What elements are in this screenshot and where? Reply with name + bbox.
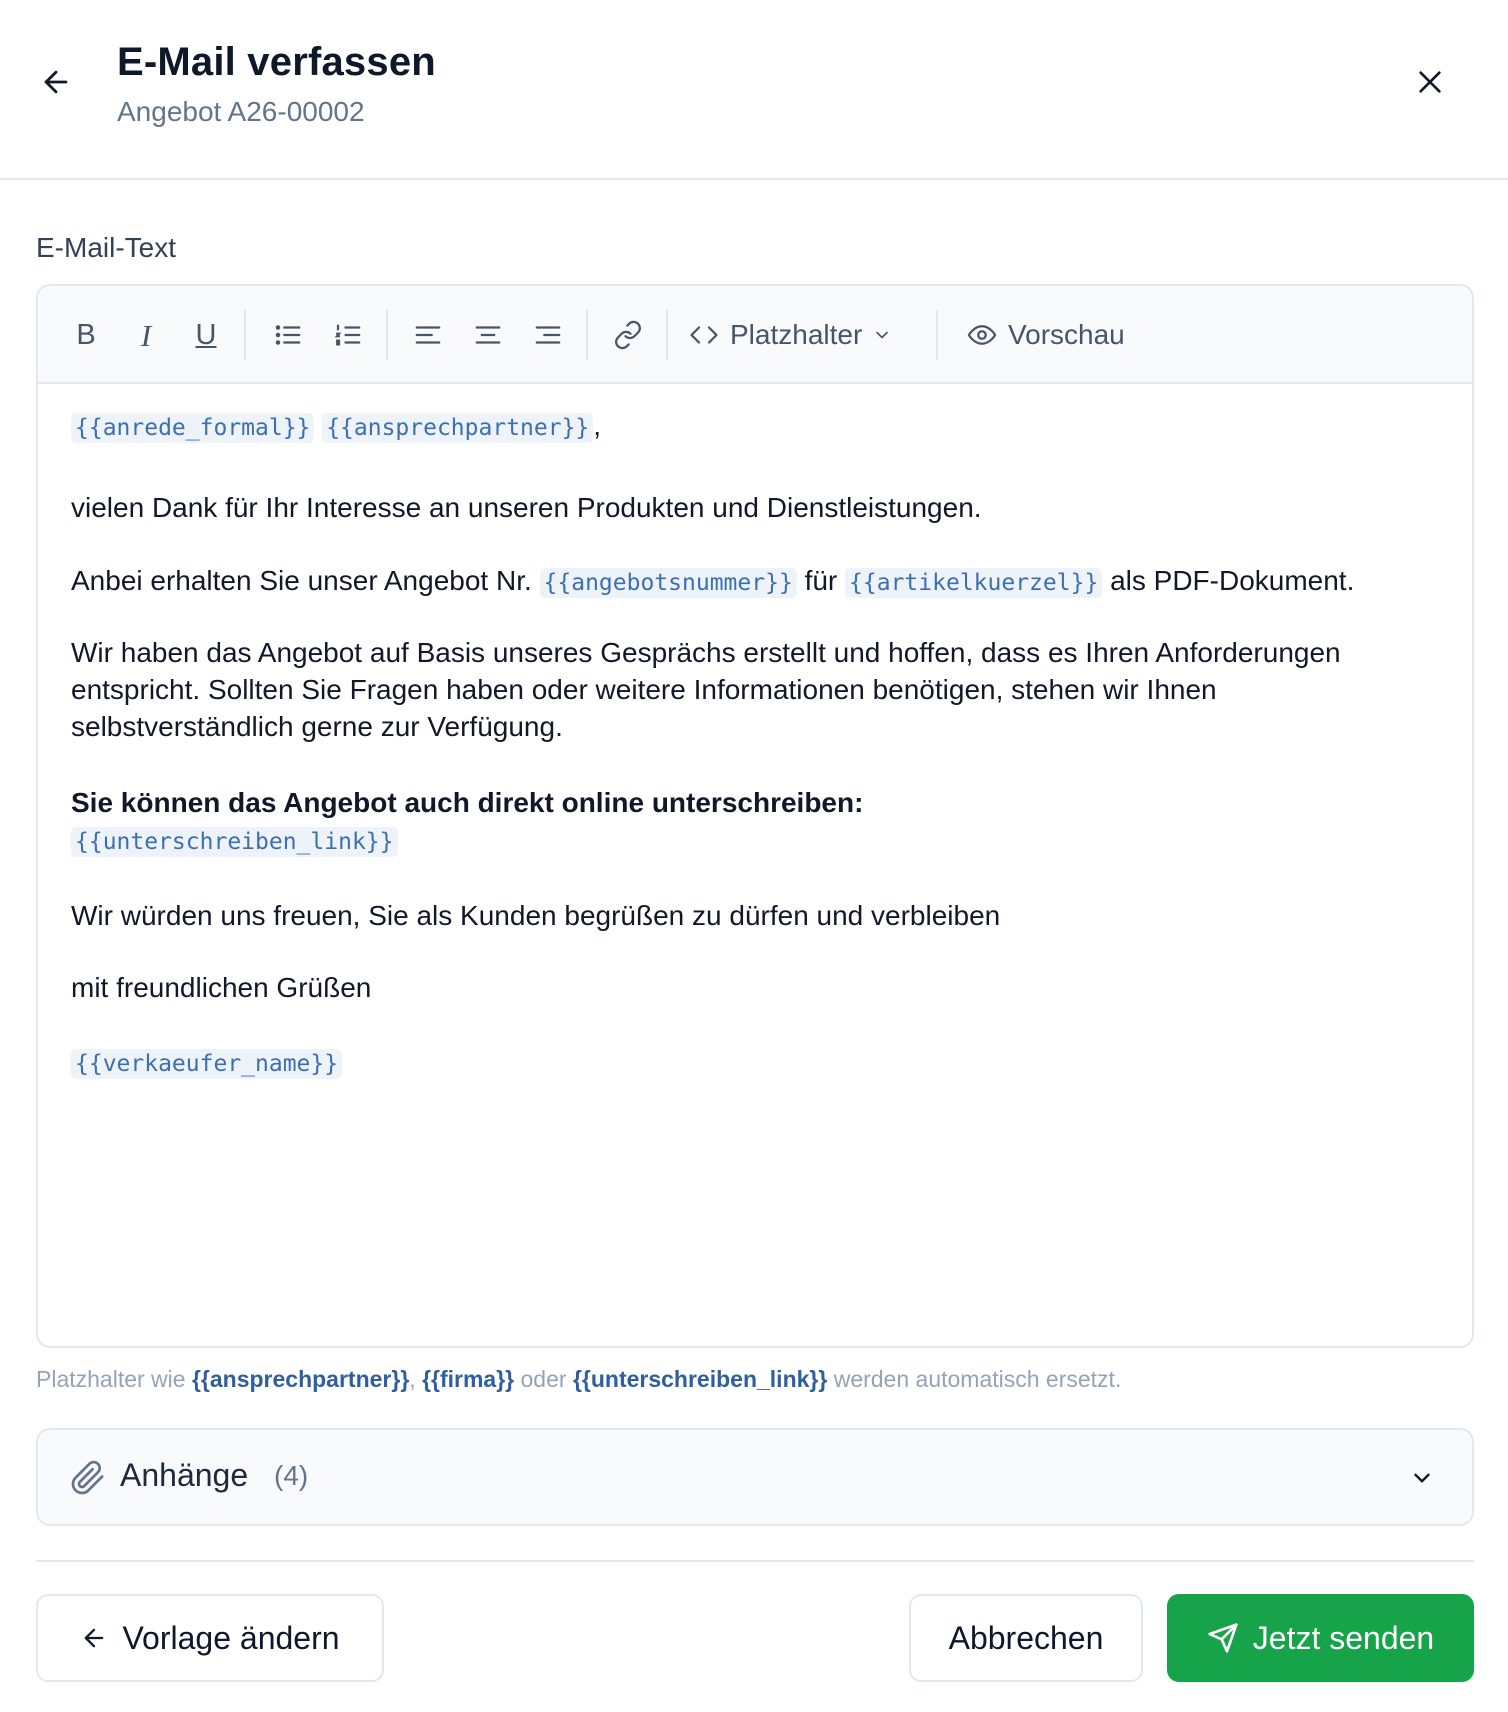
change-template-button[interactable] xyxy=(36,1594,384,1682)
placeholder-token: {{angebotsnummer}} xyxy=(540,568,797,598)
align-left-icon xyxy=(413,320,443,350)
insert-link-button[interactable] xyxy=(604,311,652,359)
placeholder-hint xyxy=(36,1366,1121,1393)
chevron-down-icon xyxy=(872,325,892,345)
bullet-list-button[interactable] xyxy=(264,311,312,359)
paragraph-text: Anbei erhalten Sie unser Angebot Nr. xyxy=(71,565,532,596)
code-icon xyxy=(688,320,720,350)
link-icon xyxy=(613,320,643,350)
paragraph: vielen Dank für Ihr Interesse an unseren Produkten und Dienstleistungen. xyxy=(71,492,982,523)
align-center-icon xyxy=(473,320,503,350)
attachments-accordion[interactable] xyxy=(36,1428,1474,1526)
close-icon xyxy=(1414,66,1446,98)
email-text-label: E-Mail-Text xyxy=(36,232,177,263)
italic-icon: I xyxy=(140,317,152,353)
preview-button[interactable] xyxy=(962,311,1129,359)
align-left-button[interactable] xyxy=(404,311,452,359)
paragraph-bold: Sie können das Angebot auch direkt online unterschreiben: xyxy=(71,787,864,818)
footer-divider xyxy=(36,1560,1474,1562)
paperclip-icon xyxy=(70,1460,106,1496)
preview-label: Vorschau xyxy=(1008,319,1125,350)
dialog-header xyxy=(0,0,1508,180)
signature-link-line xyxy=(71,820,398,862)
placeholder-token: {{verkaeufer_name}} xyxy=(71,1049,342,1079)
back-button[interactable] xyxy=(32,58,80,106)
hint-text: Platzhalter wie xyxy=(36,1366,192,1392)
eye-icon xyxy=(966,320,998,350)
paragraph-text: als PDF-Dokument. xyxy=(1110,565,1355,596)
placeholder-dropdown[interactable] xyxy=(684,311,896,359)
bold-icon: B xyxy=(76,318,96,351)
hint-text: werden automatisch ersetzt. xyxy=(827,1366,1122,1392)
hint-text: , xyxy=(409,1366,423,1392)
paragraph: Wir haben das Angebot auf Basis unseres Gesprächs erstellt und hoffen, dass es Ihren Anforderungen entspricht. Sollten Sie Fragen haben oder weitere Informationen benötigen, stehen wir Ihnen selbstverständlich gerne zur Verfügung. xyxy=(71,637,1341,742)
arrow-left-icon xyxy=(80,1624,108,1652)
placeholder-token: {{ansprechpartner}} xyxy=(322,413,593,443)
align-right-icon xyxy=(533,320,563,350)
attachments-count: (4) xyxy=(274,1460,309,1491)
paragraph: mit freundlichen Grüßen xyxy=(71,972,372,1003)
paragraph-text: für xyxy=(804,565,838,596)
toolbar-separator xyxy=(936,310,938,360)
numbered-list-button[interactable] xyxy=(324,311,372,359)
bold-button[interactable] xyxy=(62,311,110,359)
salutation-line xyxy=(71,406,601,448)
hint-text: oder xyxy=(514,1366,573,1392)
arrow-left-icon xyxy=(39,65,73,99)
placeholder-token: {{unterschreiben_link}} xyxy=(71,827,398,857)
placeholder-dropdown-label: Platzhalter xyxy=(730,319,863,350)
hint-placeholder: {{unterschreiben_link}} xyxy=(572,1366,828,1392)
editor-toolbar xyxy=(38,286,1472,384)
chevron-down-icon xyxy=(1402,1458,1442,1498)
bullet-list-icon xyxy=(273,320,303,350)
toolbar-separator xyxy=(244,310,246,360)
signature-name-line xyxy=(71,1042,342,1084)
attachments-label: Anhänge xyxy=(120,1457,249,1493)
align-center-button[interactable] xyxy=(464,311,512,359)
comma-text: , xyxy=(593,410,602,441)
send-now-button[interactable] xyxy=(1167,1594,1474,1682)
toolbar-separator xyxy=(386,310,388,360)
hint-placeholder: {{firma}} xyxy=(422,1366,515,1392)
toolbar-separator xyxy=(666,310,668,360)
underline-button[interactable] xyxy=(182,311,230,359)
placeholder-token: {{artikelkuerzel}} xyxy=(845,568,1102,598)
underline-icon: U xyxy=(195,318,217,351)
close-button[interactable] xyxy=(1406,58,1454,106)
align-right-button[interactable] xyxy=(524,311,572,359)
change-template-label: Vorlage ändern xyxy=(122,1619,340,1656)
placeholder-token: {{anrede_formal}} xyxy=(71,413,314,443)
send-icon xyxy=(1207,1622,1239,1654)
paragraph: Wir würden uns freuen, Sie als Kunden begrüßen zu dürfen und verbleiben xyxy=(71,900,1001,931)
send-now-label: Jetzt senden xyxy=(1252,1619,1435,1656)
toolbar-separator xyxy=(586,310,588,360)
page-subtitle: Angebot A26-00002 xyxy=(117,96,365,127)
hint-placeholder: {{ansprechpartner}} xyxy=(191,1366,410,1392)
cancel-button[interactable] xyxy=(909,1594,1143,1682)
italic-button[interactable] xyxy=(122,311,170,359)
cancel-label: Abbrechen xyxy=(948,1619,1104,1656)
page-title: E-Mail verfassen xyxy=(117,40,436,84)
rich-text-editor xyxy=(36,284,1474,1348)
numbered-list-icon xyxy=(333,320,363,350)
paragraph xyxy=(71,561,1354,603)
